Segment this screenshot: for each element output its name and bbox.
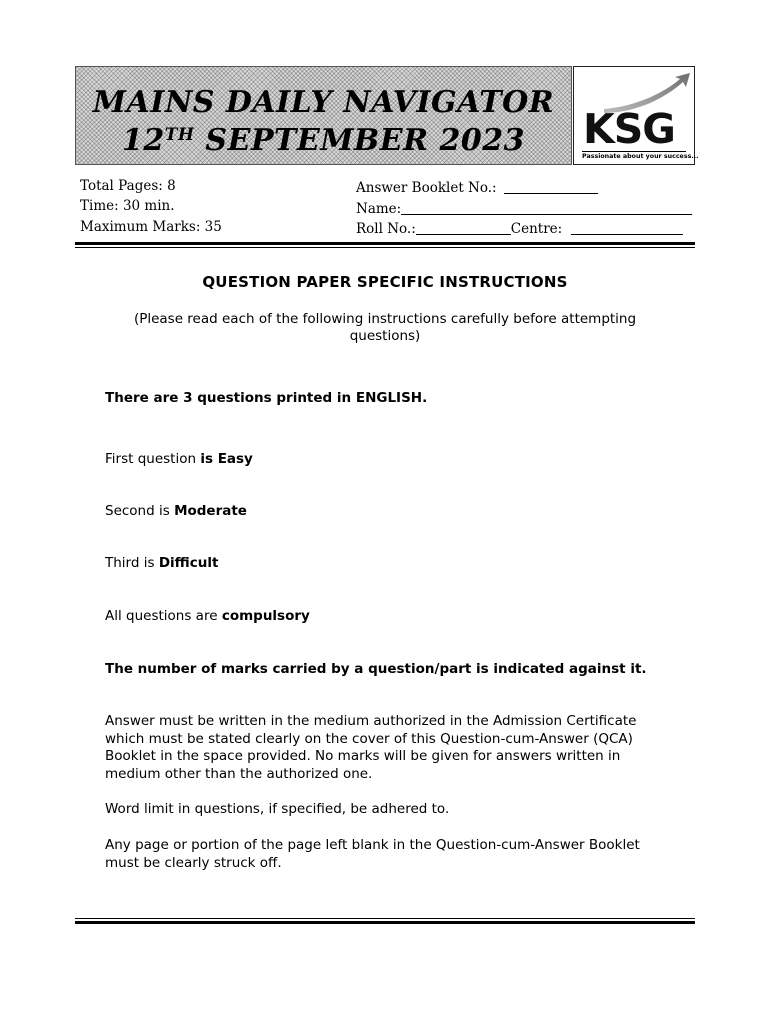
footer-divider-thick xyxy=(75,921,695,924)
marks-note: The number of marks carried by a question/part is indicated against it. xyxy=(105,661,647,677)
section-title: QUESTION PAPER SPECIFIC INSTRUCTIONS xyxy=(202,273,568,291)
name-label: Name: xyxy=(356,201,402,217)
first-question-prefix: First question xyxy=(105,451,201,467)
date-day: 12 xyxy=(122,123,165,158)
total-pages: Total Pages: 8 xyxy=(80,178,176,194)
footer-divider-thin xyxy=(75,918,695,919)
compulsory-prefix: All questions are xyxy=(105,608,222,624)
header-divider-thick xyxy=(75,242,695,245)
third-question-prefix: Third is xyxy=(105,555,159,571)
question-count: There are 3 questions printed in ENGLISH. xyxy=(105,390,428,406)
date-suffix: TH xyxy=(164,125,195,145)
roll-no-blank[interactable] xyxy=(416,234,511,235)
compulsory-note xyxy=(105,608,665,626)
word-limit-note: Word limit in questions, if specified, be adhered to. xyxy=(105,801,450,817)
medium-note: Answer must be written in the medium authorized in the Admission Certificate which must be stated clearly on the cover of this Question-cum-Answer (QCA) Booklet in the space provided. No marks will be given for answers written in medium other than the authorized one. xyxy=(105,713,637,782)
blank-page-note: Any page or portion of the page left blank in the Question-cum-Answer Booklet must be clearly struck off. xyxy=(105,837,640,871)
name-field xyxy=(356,201,692,217)
ksg-logo xyxy=(573,66,699,165)
second-question-level: Moderate xyxy=(174,503,247,519)
logo-tagline: Passionate about your success... xyxy=(582,153,699,160)
second-question-prefix: Second is xyxy=(105,503,175,519)
section-subtitle: (Please read each of the following instructions carefully before attempting questions) xyxy=(133,311,637,344)
third-question-difficulty xyxy=(105,555,665,573)
centre-blank[interactable] xyxy=(571,234,683,235)
logo-wordmark: KSG xyxy=(583,105,675,153)
answer-booklet-label: Answer Booklet No.: xyxy=(356,180,497,196)
answer-booklet-field xyxy=(356,180,598,196)
third-question-level: Difficult xyxy=(158,555,219,571)
document-title: MAINS DAILY NAVIGATOR xyxy=(92,85,555,120)
centre-label: Centre: xyxy=(510,221,563,237)
compulsory-word: compulsory xyxy=(221,608,310,624)
header-banner xyxy=(75,66,572,165)
maximum-marks: Maximum Marks: 35 xyxy=(80,219,222,235)
roll-no-label: Roll No.: xyxy=(356,221,416,237)
answer-booklet-blank[interactable] xyxy=(504,193,598,194)
first-question-difficulty xyxy=(105,451,665,469)
name-blank[interactable] xyxy=(401,214,692,215)
header-divider-thin xyxy=(75,247,695,248)
second-question-difficulty xyxy=(105,503,665,521)
roll-centre-field xyxy=(356,221,683,237)
date-month-year: SEPTEMBER 2023 xyxy=(194,123,525,158)
document-date xyxy=(76,123,571,158)
first-question-level: is Easy xyxy=(200,451,253,467)
time-allowed: Time: 30 min. xyxy=(80,198,175,214)
